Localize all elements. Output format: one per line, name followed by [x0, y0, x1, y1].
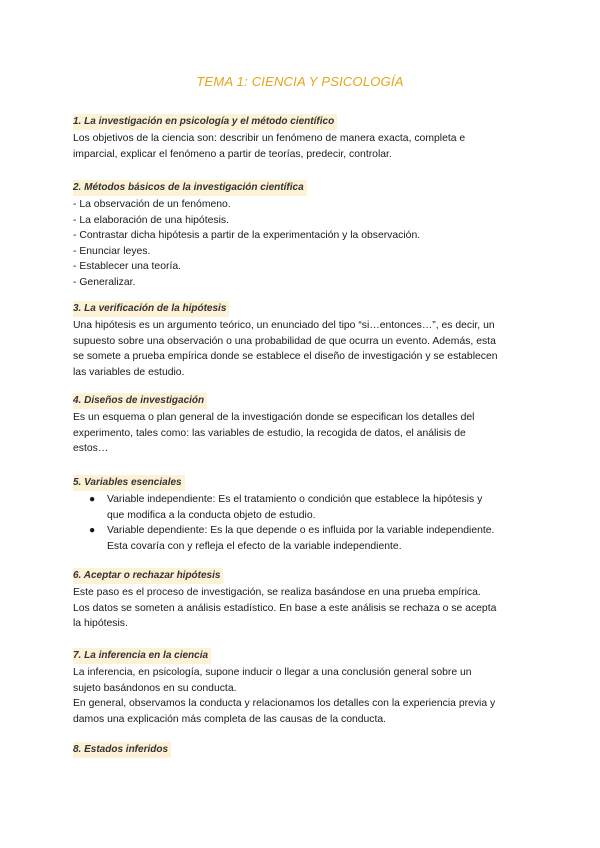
text-line: Es un esquema o plan general de la investigación donde se especifican los detalles del	[73, 412, 475, 423]
bullet-list	[73, 492, 533, 554]
section-4	[73, 390, 533, 457]
list-line: - Enunciar leyes.	[73, 245, 151, 257]
text-line: sujeto basándonos en su conducta.	[73, 682, 237, 694]
text-line: se somete a prueba empírica donde se establece el diseño de investigación y se establecen	[73, 351, 498, 362]
list-line: - La observación de un fenómeno.	[73, 199, 231, 210]
list-line: - Establecer una teoría.	[73, 261, 182, 272]
section-heading: 5. Variables esenciales	[73, 475, 185, 491]
text-line: Variable independiente: Es el tratamiento o condición que establece la hipótesis y	[107, 494, 483, 505]
text-line: En general, observamos la conducta y relacionamos los detalles con la experiencia previa y	[73, 698, 496, 709]
text-line: la hipótesis.	[73, 618, 128, 629]
bullet-icon: ●	[89, 525, 96, 536]
list-line: - Contrastar dicha hipótesis a partir de la experimentación y la observación.	[73, 230, 421, 241]
section-heading: 7. La inferencia en la ciencia	[73, 648, 211, 664]
section-6	[73, 565, 533, 632]
section-5	[73, 472, 533, 554]
text-line: Variable dependiente: Es la que depende o es influida por la variable independiente.	[107, 525, 495, 536]
text-line: supuesto sobre una observación o una probabilidad de que ocurra un evento. Además, esta	[73, 335, 496, 347]
text-line: estos…	[73, 443, 109, 454]
section-heading: 4. Diseños de investigación	[73, 393, 207, 409]
text-line: Este paso es el proceso de investigación, se realiza basándose en una prueba empírica.	[73, 587, 481, 598]
text-line: que modifica a la conducta objeto de estudio.	[107, 509, 316, 521]
section-heading: 3. La verificación de la hipótesis	[73, 301, 229, 317]
section-heading: 2. Métodos básicos de la investigación científica	[73, 180, 307, 196]
list-item	[89, 492, 533, 523]
list-item	[89, 523, 533, 554]
section-2	[73, 177, 533, 290]
text-line: imparcial, explicar el fenómeno a partir de teorías, predecir, controlar.	[73, 148, 392, 160]
text-line: experimento, tales como: las variables de estudio, la recogida de datos, el análisis de	[73, 427, 466, 439]
text-line: damos una explicación más completa de las causas de la conducta.	[73, 713, 387, 725]
section-heading: 6. Aceptar o rechazar hipótesis	[73, 568, 223, 584]
section-1	[73, 111, 533, 162]
text-line: Los objetivos de la ciencia son: describir un fenómeno de manera exacta, completa e	[73, 133, 466, 144]
section-3	[73, 298, 533, 380]
text-line: La inferencia, en psicología, supone inducir o llegar a una conclusión general sobre un	[73, 667, 472, 678]
text-line: Los datos se someten a análisis estadístico. En base a este análisis se rechaza o se acepta	[73, 602, 497, 614]
section-heading: 1. La investigación en psicología y el método científico	[73, 114, 337, 130]
section-8	[73, 739, 533, 758]
text-line: Una hipótesis es un argumento teórico, un enunciado del tipo “si…entonces…”, es decir, un	[73, 320, 495, 331]
list-line: - Generalizar.	[73, 276, 136, 288]
text-line: Esta covaría con y refleja el efecto de la variable independiente.	[107, 540, 402, 552]
section-heading: 8. Estados inferidos	[73, 742, 171, 758]
page-title: TEMA 1: CIENCIA Y PSICOLOGÍA	[196, 74, 404, 89]
section-7	[73, 645, 533, 727]
bullet-icon: ●	[89, 494, 96, 505]
text-line: las variables de estudio.	[73, 366, 185, 378]
list-line: - La elaboración de una hipótesis.	[73, 214, 229, 226]
